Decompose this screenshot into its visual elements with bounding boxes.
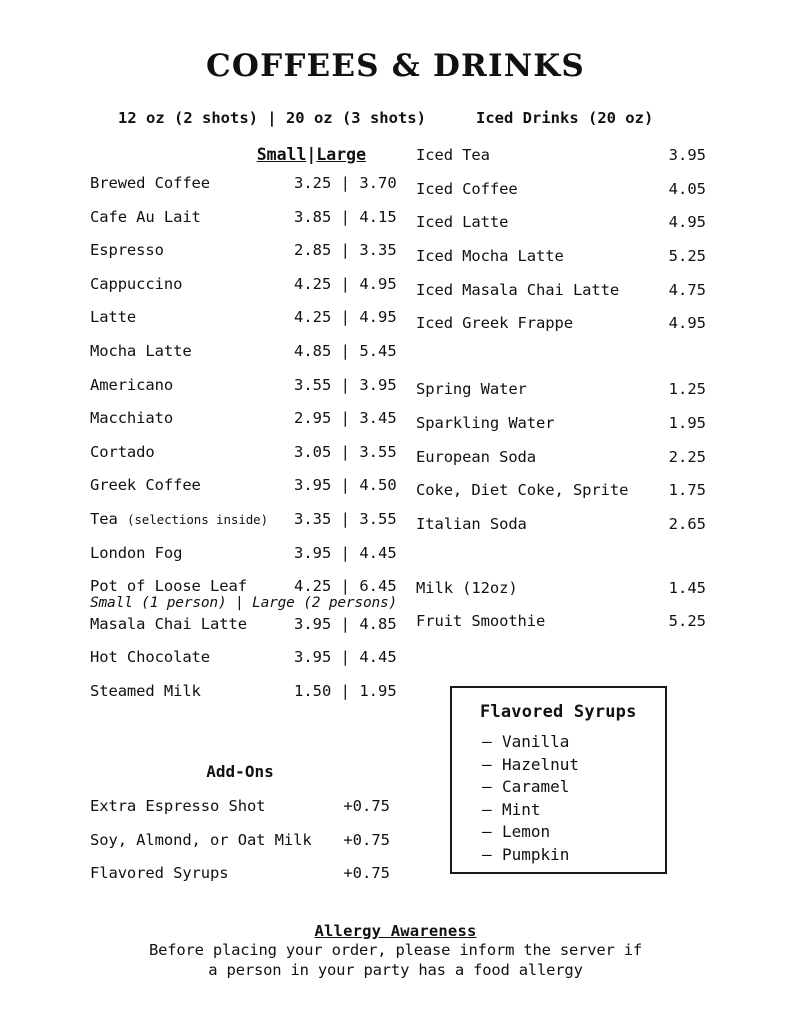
menu-row: [90, 241, 397, 275]
item-name: Greek Coffee: [90, 476, 201, 495]
item-name: Masala Chai Latte: [90, 614, 247, 633]
bullet-dash-icon: –: [482, 754, 492, 774]
allergy-awareness-footer: [0, 922, 791, 980]
item-name: Macchiato: [90, 409, 174, 428]
item-price: 3.95 | 4.45: [294, 648, 397, 667]
item-price: 3.95 | 4.45: [294, 543, 397, 562]
menu-row: [416, 180, 706, 214]
item-price: 4.95: [668, 213, 706, 232]
size-header-large: Large: [316, 145, 366, 164]
flavored-syrups-box: [450, 686, 667, 874]
item-price: 3.35 | 3.55: [294, 509, 397, 528]
menu-row: [416, 213, 706, 247]
item-name: Cortado: [90, 442, 155, 461]
item-price: 5.25: [668, 612, 706, 631]
bullet-dash-icon: –: [482, 732, 492, 751]
item-price: 3.55 | 3.95: [294, 375, 397, 394]
item-price: 5.25: [668, 247, 706, 266]
item-name: Espresso: [90, 241, 164, 260]
menu-row: [416, 247, 706, 281]
item-name: Fruit Smoothie: [416, 612, 546, 631]
loose-leaf-subnote: Small (1 person) | Large (2 persons): [90, 594, 398, 611]
menu-row: [416, 579, 706, 613]
hot-drinks-header: 12 oz (2 shots) | 20 oz (3 shots): [118, 109, 426, 127]
allergy-title: Allergy Awareness: [314, 922, 477, 940]
addon-name: Extra Espresso Shot: [90, 797, 266, 815]
item-name: Iced Masala Chai Latte: [416, 280, 620, 299]
addon-name: Soy, Almond, or Oat Milk: [90, 830, 312, 849]
item-name: Iced Tea: [416, 146, 490, 164]
menu-row: [90, 476, 397, 510]
syrup-name: Caramel: [502, 777, 570, 797]
item-price: 4.75: [668, 280, 706, 299]
addon-price: +0.75: [343, 830, 390, 849]
addons-header: Add-Ons: [206, 762, 274, 781]
item-price: 3.05 | 3.55: [294, 442, 397, 461]
item-price: 2.95 | 3.45: [294, 409, 397, 428]
bullet-dash-icon: –: [482, 799, 492, 819]
item-price: 1.25: [668, 380, 706, 399]
menu-row: [416, 414, 706, 448]
menu-row: [416, 515, 706, 549]
item-name: Milk (12oz): [416, 578, 518, 597]
item-price: 3.85 | 4.15: [294, 207, 397, 226]
bullet-dash-icon: –: [482, 777, 492, 797]
item-price: 4.05: [668, 179, 706, 198]
syrup-name: Lemon: [502, 822, 551, 842]
menu-row: [416, 380, 706, 414]
item-price: 2.85 | 3.35: [294, 241, 397, 260]
item-name: Coke, Diet Coke, Sprite: [416, 481, 629, 500]
item-name: European Soda: [416, 447, 537, 466]
item-price: 4.85 | 5.45: [294, 341, 397, 360]
addon-price: +0.75: [343, 864, 390, 883]
menu-row: [416, 612, 706, 646]
item-price: 3.95: [668, 146, 706, 164]
section-gap: [416, 549, 706, 579]
item-name: Cappuccino: [90, 274, 183, 293]
menu-row: [90, 614, 397, 649]
item-name: [90, 510, 294, 529]
menu-row: [416, 481, 706, 515]
item-price: 4.25 | 4.95: [294, 274, 397, 293]
syrup-name: Pumpkin: [502, 844, 570, 864]
item-price: 1.50 | 1.95: [294, 681, 397, 700]
size-header-separator: |: [306, 145, 317, 164]
section-gap: [416, 348, 706, 380]
addons-section: [90, 762, 390, 898]
menu-row: [90, 681, 397, 716]
syrups-title: Flavored Syrups: [480, 702, 637, 722]
item-name: Latte: [90, 308, 137, 327]
addon-price: +0.75: [343, 797, 390, 815]
item-name: Americano: [90, 375, 174, 394]
syrup-name: Mint: [502, 799, 541, 819]
iced-drinks-column: [416, 108, 706, 646]
menu-row: [90, 442, 397, 477]
addon-row: [90, 831, 390, 865]
item-name: Mocha Latte: [90, 341, 192, 360]
item-price: 3.95 | 4.50: [294, 476, 397, 495]
size-header-small: Small: [256, 145, 307, 164]
syrup-name: Hazelnut: [502, 754, 580, 774]
syrup-list-item: [482, 821, 665, 844]
item-name: Hot Chocolate: [90, 648, 211, 667]
item-name: Spring Water: [416, 380, 527, 399]
menu-row: [90, 308, 397, 342]
tea-label: Tea: [90, 509, 118, 528]
addon-row: [90, 797, 390, 831]
menu-row: [90, 207, 397, 242]
item-name: Cafe Au Lait: [90, 207, 201, 226]
syrup-list-item: [482, 776, 665, 799]
item-name: Steamed Milk: [90, 681, 201, 700]
item-price: 1.75: [668, 481, 706, 500]
item-name: Sparkling Water: [416, 413, 555, 432]
menu-row: [90, 174, 397, 208]
allergy-line-1: Before placing your order, please inform the server if: [148, 941, 643, 959]
item-price: 2.65: [668, 514, 706, 533]
item-name: London Fog: [90, 543, 183, 562]
addon-row: [90, 864, 390, 898]
item-price: 3.95 | 4.85: [294, 614, 397, 633]
menu-row: [90, 543, 397, 578]
item-name: Iced Greek Frappe: [416, 314, 573, 333]
item-price: 4.95: [668, 314, 706, 333]
menu-row: [416, 146, 706, 180]
item-name: Iced Coffee: [416, 179, 518, 198]
menu-row: [90, 341, 397, 376]
menu-row-tea: [90, 509, 397, 544]
menu-row: [90, 409, 397, 443]
syrup-list-item: [482, 731, 665, 754]
item-price: 2.25: [668, 447, 706, 466]
menu-row: [90, 274, 397, 309]
item-price: 4.25 | 4.95: [294, 308, 397, 327]
menu-row: [90, 648, 397, 682]
iced-drinks-header: Iced Drinks (20 oz): [476, 109, 654, 127]
bullet-dash-icon: –: [482, 844, 492, 864]
item-price: 1.95: [668, 413, 706, 432]
item-name: Iced Mocha Latte: [416, 247, 564, 266]
item-name: Iced Latte: [416, 213, 509, 232]
menu-row: [416, 314, 706, 348]
hot-drinks-column: [90, 108, 426, 716]
menu-row: [90, 375, 397, 410]
item-name: Pot of Loose Leaf: [90, 577, 247, 596]
bullet-dash-icon: –: [482, 822, 492, 842]
page-title: COFFEES & DRINKS: [206, 48, 585, 84]
item-price: 1.45: [668, 578, 706, 597]
size-header: [90, 145, 390, 164]
allergy-line-2: a person in your party has a food allergy: [208, 961, 583, 979]
menu-row: [416, 448, 706, 482]
item-price: 3.25 | 3.70: [294, 174, 397, 192]
syrup-name: Vanilla: [502, 732, 570, 751]
tea-note: (selections inside): [126, 511, 269, 527]
syrup-list-item: [482, 754, 665, 777]
item-name: Italian Soda: [416, 514, 527, 533]
menu-row: [416, 281, 706, 315]
addon-name: Flavored Syrups: [90, 864, 229, 883]
syrup-list-item: [482, 799, 665, 822]
item-name: Brewed Coffee: [90, 174, 211, 192]
item-price: 4.25 | 6.45: [294, 577, 397, 596]
syrup-list-item: [482, 844, 665, 867]
